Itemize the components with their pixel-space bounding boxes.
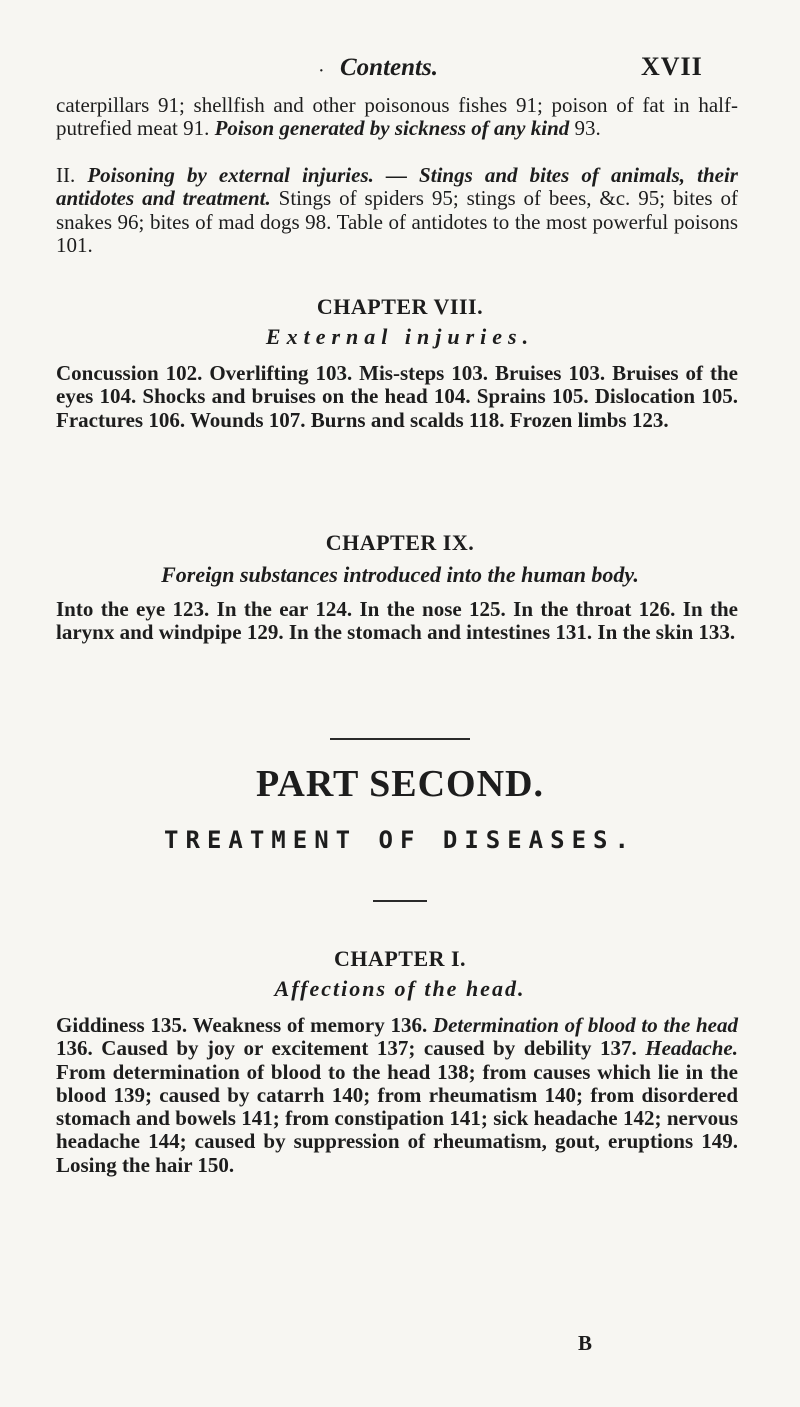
running-header (0, 50, 800, 84)
entry-italic: Headache. (645, 1036, 738, 1061)
chapter-8-contents: Concussion 102. Overlifting 103. Mis-steps 103. Bruises 103. Bruises of the eyes 104. Shocks and bruises on the head 104. Sprains 105. Dislocation 105. Fractures 106. Wounds 107. Burns and scalds 118. Frozen limbs 123. (56, 361, 738, 432)
entry-text: caterpillars 91; shellfish and other poisonous fishes 91; poison of fat in half-putrefied meat 91. (56, 93, 738, 141)
header-dot: · (318, 60, 325, 82)
entry-text: 93. (569, 116, 601, 141)
entry-text: 136. Caused by joy or excitement 137; caused by debility 137. (56, 1036, 646, 1061)
entry-text: II. (56, 163, 88, 187)
contents-entry-poisons (56, 94, 738, 141)
entry-text: Giddiness 135. Weakness of memory 136. (56, 1013, 433, 1037)
divider-rule-short (373, 900, 427, 902)
chapter-8-heading: CHAPTER VIII. (316, 294, 484, 319)
entry-italic: Determination of blood to the head (432, 1013, 738, 1037)
entry-italic: Poisoning by external injuries. — Stings and bites of animals, their antidotes and treatment. (56, 163, 738, 211)
chapter-1-subtitle: Affections of the head. (274, 976, 526, 1001)
part-subtitle: TREATMENT OF DISEASES. (164, 826, 636, 854)
chapter-8-subtitle: External injuries. (265, 324, 535, 349)
chapter-9-subtitle: Foreign substances introduced into the human body. (161, 562, 639, 587)
chapter-9-contents: Into the eye 123. In the ear 124. In the nose 125. In the throat 126. In the larynx and windpipe 129. In the stomach and intestines 131. In the skin 133. (56, 597, 738, 645)
header-title: Contents. (340, 54, 438, 81)
part-title: PART SECOND. (256, 763, 544, 805)
entry-text: From determination of blood to the head 138; from causes which lie in the blood 139; caused by catarrh 140; from rheumatism 140; from disordered stomach and bowels 141; from constipation 141; sick headache 142; nervous headache 144; caused by suppression of rheumatism, gout, eruptions 149. Losing the hair 150. (56, 1059, 738, 1177)
divider-rule (330, 738, 470, 740)
chapter-1-heading: CHAPTER I. (333, 946, 467, 971)
entry-text: Stings of spiders 95; stings of bees, &c. 95; bites of snakes 96; bites of mad dogs 98. Table of antidotes to the most powerful poisons 101. (56, 186, 738, 257)
signature-mark: B (578, 1331, 593, 1355)
page-number: XVII (641, 52, 703, 81)
chapter-9-heading: CHAPTER IX. (325, 530, 475, 555)
chapter-1-contents (56, 1014, 738, 1177)
contents-entry-external-poisoning (56, 164, 738, 257)
entry-italic: Poison generated by sickness of any kind (214, 116, 570, 141)
